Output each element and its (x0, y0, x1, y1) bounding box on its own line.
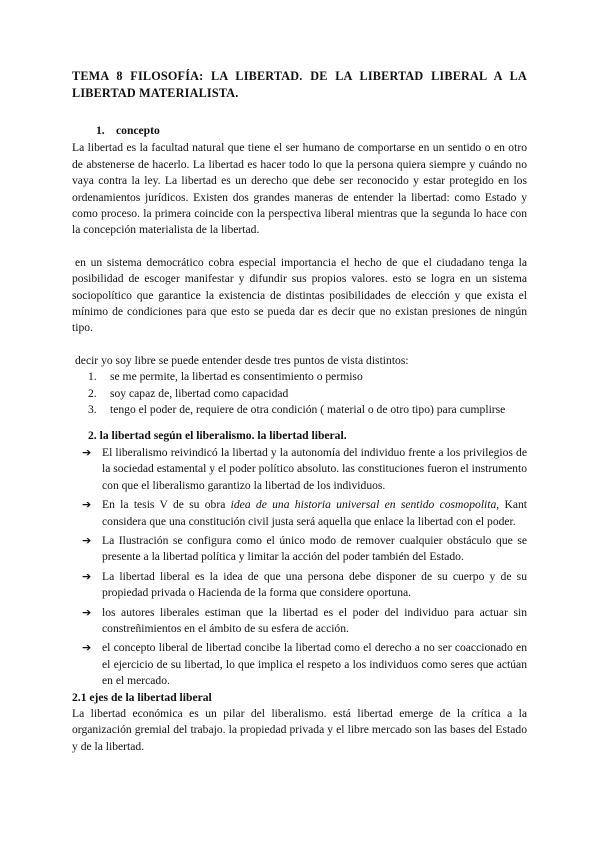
book-title: idea de una historia universal en sentido cosmopolita, (230, 498, 500, 512)
arrow-icon: ➔ (82, 569, 92, 583)
list-number: 2. (88, 386, 97, 400)
bullet-text: los autores liberales estiman que la libertad es el poder del individuo para actuar sin constreñimientos en el ámbito de su esfera de acción. (102, 605, 527, 635)
document-page (72, 68, 527, 755)
bullet-item (72, 533, 527, 566)
bullet-text: La libertad liberal es la idea de que una persona debe disponer de su cuerpo y de su propiedad privada o Hacienda de la forma que considere oportuna. (102, 569, 527, 600)
arrow-icon: ➔ (82, 641, 92, 655)
section-1-paragraph-3: decir yo soy libre se puede entender desde tres puntos de vista distintos: (75, 353, 409, 367)
bullet-text: El liberalismo reivindicó la libertad y la autonomía del individuo frente a los privilegios de la sociedad estamental y el poder político absoluto. las constituciones fueron el instrumento con que el liberalismo garantizo la libertad de los individuos. (102, 445, 527, 492)
arrow-icon: ➔ (82, 533, 92, 547)
list-item (72, 369, 527, 385)
bullet-item (72, 445, 527, 494)
list-text: soy capaz de, libertad como capacidad (110, 386, 289, 400)
section-1-paragraph-2: en un sistema democrático cobra especial importancia el hecho de que el ciudadano tenga la posibilidad de escoger manifestar y difundir sus propios valores. esto se logra en un sistema sociopolítico que garantice la existencia de distintas posibilidades de elección y que exista el mínimo de condiciones para que esto se pueda dar es decir que no existan presiones de ningún tipo. (72, 255, 527, 335)
arrow-icon: ➔ (82, 605, 92, 619)
section-1-heading (96, 123, 527, 139)
bullet-item (72, 640, 527, 689)
bullet-text: el concepto liberal de libertad concibe la libertad como el derecho a no ser coaccionado en el ejercicio de su libertad, lo que implica el respeto a los individuos como seres que actúan en el mercado. (102, 641, 527, 688)
bullet-text: En la tesis V de su obra (102, 498, 231, 512)
section-1-number: 1. (96, 124, 105, 137)
list-number: 1. (88, 370, 97, 384)
list-number: 3. (88, 403, 97, 417)
bullet-item (72, 497, 527, 530)
section-1-paragraph-1: La libertad es la facultad natural que tiene el ser humano de comportarse en un sentido o en otro de abstenerse de hacerlo. La libertad es hacer todo lo que la persona quiera siempre y cuándo no vaya contra la ley. La libertad es un derecho que debe ser reconocido y estar protegido en los ordenamientos jurídicos. Existen dos grandes maneras de entender la libertad: como Estado y como proceso. la primera coincide con la perspectiva liberal mientras que la segunda lo hace con la concepción materialista de la libertad. (72, 141, 527, 237)
title-line-2: LIBERTAD MATERIALISTA. (72, 86, 239, 100)
section-2-1-heading: 2.1 ejes de la libertad liberal (72, 690, 212, 704)
arrow-icon: ➔ (82, 498, 92, 512)
bullet-text: Kant considera que una constitución civil justa será aquella que enlace la libertad con el poder. (102, 498, 528, 528)
arrow-icon: ➔ (82, 445, 92, 459)
list-text: tengo el poder de, requiere de otra condición ( material o de otro tipo) para cumplirse (110, 403, 506, 417)
bullet-item (72, 605, 527, 638)
section-2-1-paragraph: La libertad económica es un pilar del liberalismo. está libertad emerge de la crítica a la organización gremial del trabajo. la propiedad privada y el libre mercado son las bases del Estado y de la libertad. (72, 707, 527, 753)
list-item (72, 402, 527, 418)
section-2-heading: 2. la libertad según el liberalismo. la libertad liberal. (88, 428, 347, 442)
title-line-1: TEMA 8 FILOSOFÍA: LA LIBERTAD. DE LA LIBERTAD LIBERAL A LA (72, 69, 527, 83)
bullet-item (72, 569, 527, 602)
list-text: se me permite, la libertad es consentimiento o permiso (110, 370, 363, 384)
list-item (72, 386, 527, 402)
viewpoints-list (72, 369, 527, 418)
liberal-freedom-bullets (72, 445, 527, 690)
bullet-text: La Ilustración se configura como el único modo de remover cualquier obstáculo que se presente a la libertad política y limitar la acción del poder también del Estado. (102, 533, 527, 564)
document-title (72, 68, 527, 102)
section-1-title: concepto (116, 124, 160, 137)
